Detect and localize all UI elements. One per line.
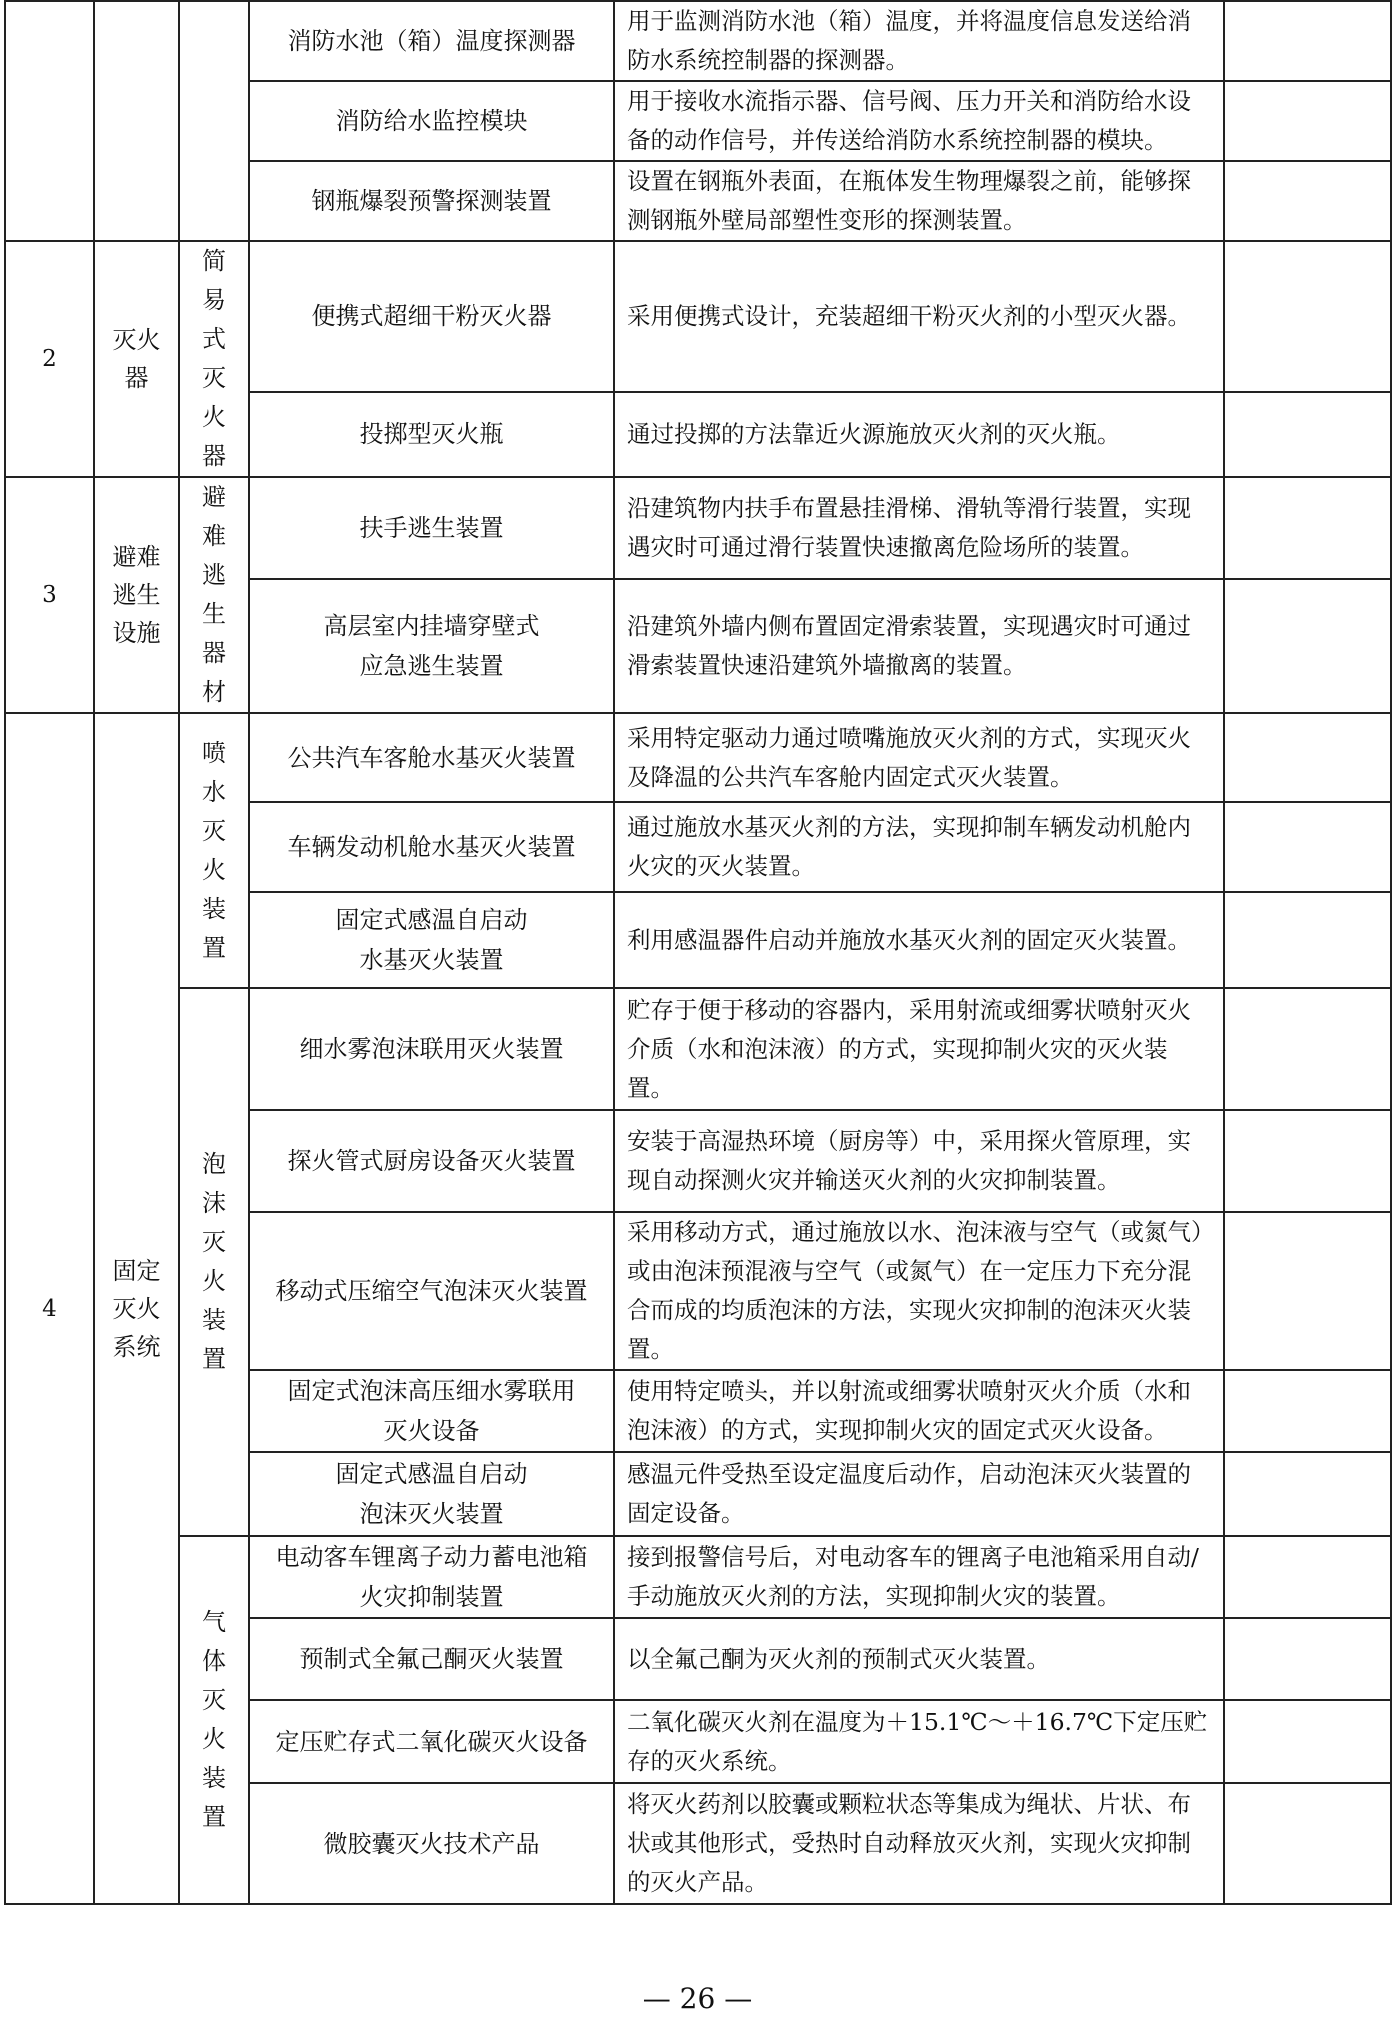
device-description: 接到报警信号后，对电动客车的锂离子电池箱采用自动/手动施放灭火剂的方法，实现抑制火灾的装置。 bbox=[614, 1536, 1224, 1618]
device-name: 公共汽车客舱水基灭火装置 bbox=[249, 713, 614, 802]
device-name: 便携式超细干粉灭火器 bbox=[249, 241, 614, 392]
remark-cell bbox=[1224, 802, 1391, 892]
device-description: 将灭火药剂以胶囊或颗粒状态等集成为绳状、片状、布状或其他形式，受热时自动释放灭火剂，实现火灾抑制的灭火产品。 bbox=[614, 1783, 1224, 1904]
remark-cell bbox=[1224, 1452, 1391, 1536]
subcategory-label: 喷水灭火装置 bbox=[202, 738, 226, 962]
remark-cell bbox=[1224, 713, 1391, 802]
row-number: 3 bbox=[5, 477, 94, 713]
subcategory-label: 泡沫灭火装置 bbox=[202, 1150, 226, 1373]
category-label: 避难 逃生 设施 bbox=[94, 477, 179, 713]
remark-cell bbox=[1224, 1700, 1391, 1783]
subcategory-cell bbox=[179, 241, 249, 477]
device-name: 固定式感温自启动 泡沫灭火装置 bbox=[249, 1452, 614, 1536]
device-description: 采用特定驱动力通过喷嘴施放灭火剂的方式，实现灭火及降温的公共汽车客舱内固定式灭火装置。 bbox=[614, 713, 1224, 802]
device-name: 固定式感温自启动 水基灭火装置 bbox=[249, 892, 614, 988]
page-number: — 26 — bbox=[642, 1982, 753, 2015]
device-name: 移动式压缩空气泡沫灭火装置 bbox=[249, 1212, 614, 1370]
device-description: 感温元件受热至设定温度后动作，启动泡沫灭火装置的固定设备。 bbox=[614, 1452, 1224, 1536]
product-table bbox=[4, 0, 1392, 1905]
subcategory-cell bbox=[179, 1536, 249, 1904]
device-description: 二氧化碳灭火剂在温度为＋15.1℃～＋16.7℃下定压贮存的灭火系统。 bbox=[614, 1700, 1224, 1783]
remark-cell bbox=[1224, 161, 1391, 241]
device-description: 利用感温器件启动并施放水基灭火剂的固定灭火装置。 bbox=[614, 892, 1224, 988]
device-description: 采用便携式设计，充装超细干粉灭火剂的小型灭火器。 bbox=[614, 241, 1224, 392]
device-description: 设置在钢瓶外表面，在瓶体发生物理爆裂之前，能够探测钢瓶外壁局部塑性变形的探测装置。 bbox=[614, 161, 1224, 241]
table-row bbox=[5, 241, 1391, 392]
subcategory-label: 气体灭火装置 bbox=[202, 1608, 226, 1831]
device-description: 使用特定喷头，并以射流或细雾状喷射灭火介质（水和泡沫液）的方式，实现抑制火灾的固定式灭火设备。 bbox=[614, 1370, 1224, 1452]
remark-cell bbox=[1224, 988, 1391, 1110]
table-row bbox=[5, 1, 1391, 81]
row-number: 4 bbox=[5, 713, 94, 1904]
device-name: 固定式泡沫高压细水雾联用 灭火设备 bbox=[249, 1370, 614, 1452]
device-description: 安装于高湿热环境（厨房等）中，采用探火管原理，实现自动探测火灾并输送灭火剂的火灾抑制装置。 bbox=[614, 1110, 1224, 1212]
device-name: 扶手逃生装置 bbox=[249, 477, 614, 579]
device-description: 沿建筑物内扶手布置悬挂滑梯、滑轨等滑行装置，实现遇灾时可通过滑行装置快速撤离危险场所的装置。 bbox=[614, 477, 1224, 579]
remark-cell bbox=[1224, 1536, 1391, 1618]
remark-cell bbox=[1224, 477, 1391, 579]
device-name: 电动客车锂离子动力蓄电池箱 火灾抑制装置 bbox=[249, 1536, 614, 1618]
device-description: 用于监测消防水池（箱）温度，并将温度信息发送给消防水系统控制器的探测器。 bbox=[614, 1, 1224, 81]
device-name: 消防水池（箱）温度探测器 bbox=[249, 1, 614, 81]
subcategory-cell bbox=[179, 477, 249, 713]
subcategory-cell bbox=[179, 1, 249, 241]
remark-cell bbox=[1224, 892, 1391, 988]
remark-cell bbox=[1224, 1110, 1391, 1212]
subcategory-cell bbox=[179, 713, 249, 988]
remark-cell bbox=[1224, 81, 1391, 161]
device-description: 以全氟己酮为灭火剂的预制式灭火装置。 bbox=[614, 1618, 1224, 1700]
remark-cell bbox=[1224, 1, 1391, 81]
num-cell bbox=[5, 1, 94, 241]
device-name: 高层室内挂墙穿壁式 应急逃生装置 bbox=[249, 579, 614, 713]
remark-cell bbox=[1224, 1783, 1391, 1904]
category-label: 灭火 器 bbox=[94, 241, 179, 477]
remark-cell bbox=[1224, 241, 1391, 392]
device-name: 定压贮存式二氧化碳灭火设备 bbox=[249, 1700, 614, 1783]
device-name: 微胶囊灭火技术产品 bbox=[249, 1783, 614, 1904]
table-row bbox=[5, 477, 1391, 579]
row-number: 2 bbox=[5, 241, 94, 477]
category-cell bbox=[94, 1, 179, 241]
remark-cell bbox=[1224, 1618, 1391, 1700]
device-description: 通过投掷的方法靠近火源施放灭火剂的灭火瓶。 bbox=[614, 392, 1224, 477]
device-name: 消防给水监控模块 bbox=[249, 81, 614, 161]
table-row bbox=[5, 713, 1391, 802]
device-name: 细水雾泡沫联用灭火装置 bbox=[249, 988, 614, 1110]
device-name: 车辆发动机舱水基灭火装置 bbox=[249, 802, 614, 892]
device-description: 沿建筑外墙内侧布置固定滑索装置，实现遇灾时可通过滑索装置快速沿建筑外墙撤离的装置。 bbox=[614, 579, 1224, 713]
subcategory-label: 简易式灭火器 bbox=[202, 247, 226, 470]
table-row bbox=[5, 988, 1391, 1110]
device-description: 通过施放水基灭火剂的方法，实现抑制车辆发动机舱内火灾的灭火装置。 bbox=[614, 802, 1224, 892]
device-name: 探火管式厨房设备灭火装置 bbox=[249, 1110, 614, 1212]
remark-cell bbox=[1224, 579, 1391, 713]
subcategory-label: 避难逃生器材 bbox=[202, 483, 226, 706]
table-row bbox=[5, 1536, 1391, 1618]
device-description: 贮存于便于移动的容器内，采用射流或细雾状喷射灭火介质（水和泡沫液）的方式，实现抑制火灾的灭火装置。 bbox=[614, 988, 1224, 1110]
remark-cell bbox=[1224, 1370, 1391, 1452]
device-name: 预制式全氟己酮灭火装置 bbox=[249, 1618, 614, 1700]
device-description: 采用移动方式，通过施放以水、泡沫液与空气（或氮气）或由泡沫预混液与空气（或氮气）在一定压力下充分混合而成的均质泡沫的方法，实现火灾抑制的泡沫灭火装置。 bbox=[614, 1212, 1224, 1370]
category-label: 固定 灭火 系统 bbox=[94, 713, 179, 1904]
remark-cell bbox=[1224, 392, 1391, 477]
remark-cell bbox=[1224, 1212, 1391, 1370]
device-name: 投掷型灭火瓶 bbox=[249, 392, 614, 477]
device-description: 用于接收水流指示器、信号阀、压力开关和消防给水设备的动作信号，并传送给消防水系统控制器的模块。 bbox=[614, 81, 1224, 161]
device-name: 钢瓶爆裂预警探测装置 bbox=[249, 161, 614, 241]
subcategory-cell bbox=[179, 988, 249, 1536]
